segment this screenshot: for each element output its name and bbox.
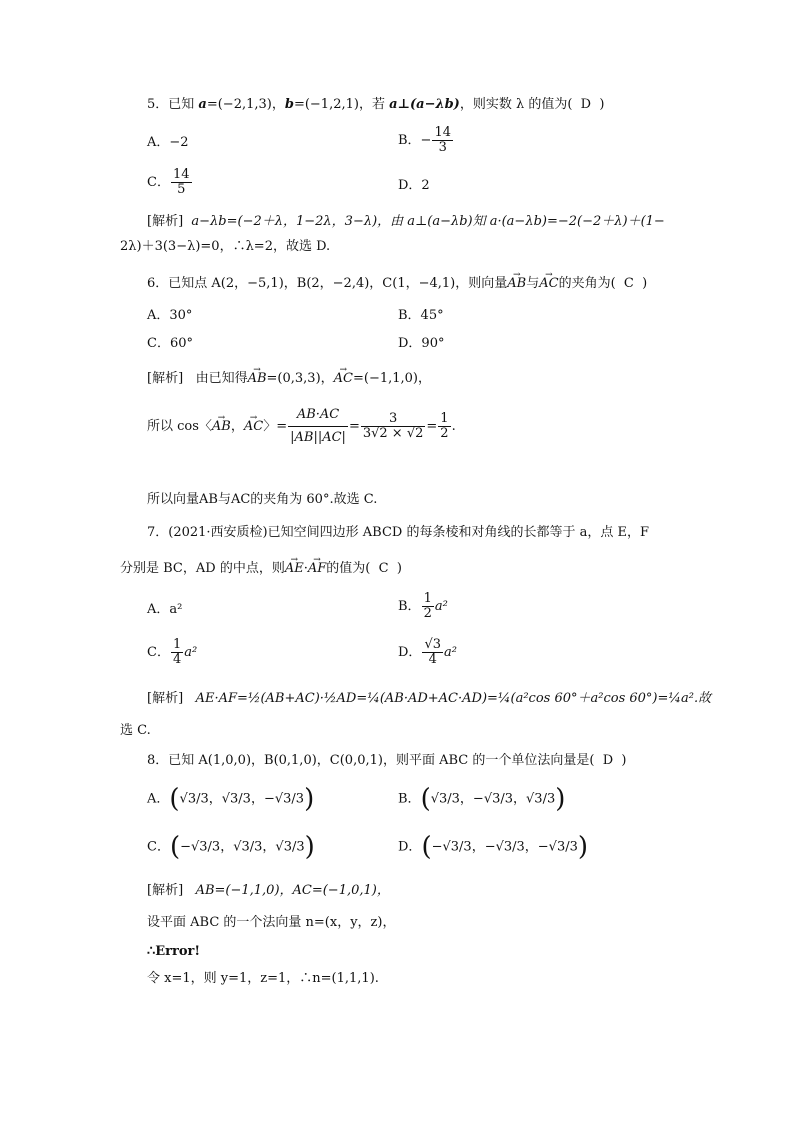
q5-option-a: A．−2 [147,135,189,150]
q7-solution-line2: 选 C. [120,723,151,738]
q8-option-b: B．(√3/3，−√3/3，√3/3) [398,784,566,814]
q7-stem-line2: 分别是 BC，AD 的中点，则→ AE·→ AF的值为( C ) [120,560,402,578]
q6-solution-line1: [解析] 由已知得→ AB=(0,3,3)，→ AC=(−1,1,0)， [147,370,431,388]
q6-option-b: B．45° [398,308,444,323]
q5-answer: D [580,97,592,112]
q5-solution-line2: 2λ)＋3(3−λ)=0，∴λ=2，故选 D. [120,239,331,254]
q7-option-d: D． $\frac{√3}{4}$ a² [398,637,457,667]
q6-solution-line3: 所以向量AB与AC的夹角为 60°.故选 C. [147,492,378,507]
q5-option-b: B．− $\frac{14}{3}$ [398,125,451,155]
q6-stem: 6．已知点 A(2，−5,1)，B(2，−2,4)，C(1，−4,1)，则向量→ AB与→ AC的夹角为( C ) [147,275,647,293]
q5-solution-line1: [解析] a−λb=(−2＋λ，1−2λ，3−λ)，由 a⊥(a−λb)知 a·(a−λb)=−2(−2＋λ)＋(1− [147,214,665,229]
q5-option-d: D．2 [398,178,430,193]
q6-option-a: A．30° [147,308,193,323]
q8-option-d: D．(−√3/3，−√3/3，−√3/3) [398,832,589,862]
q7-answer: C [378,561,389,576]
q6-answer: C [623,276,634,291]
q6-solution-line2: 所以 cos〈→ AB，→ AC〉= $\frac{AB\cdot AC}{|AB||AC|}$ = $\frac{3}{3√2 \times √2}$ = $\frac{1}{2}$ . [147,408,456,445]
q5-stem: 5．已知 a=(−2,1,3)，b=(−1,2,1)，若 a⊥(a−λb)，则实数 λ 的值为( D ) [147,97,605,112]
q7-stem-line1: 7．(2021·西安质检)已知空间四边形 ABCD 的每条棱和对角线的长都等于 a，点 E，F [147,525,649,540]
q6-frac-cos: $\frac{AB\cdot AC}{|AB||AC|}$ [290,407,346,445]
q8-stem: 8．已知 A(1,0,0)，B(0,1,0)，C(0,0,1)，则平面 ABC 的一个单位法向量是( D ) [147,753,627,768]
q7-option-b: B． $\frac{1}{2}$ a² [398,591,448,621]
q8-solution-line4: 令 x=1，则 y=1，z=1，∴n=(1,1,1). [147,971,379,986]
q8-solution-line1: [解析] AB=(−1,1,0)，AC=(−1,0,1)， [147,883,390,898]
q8-solution-line2: 设平面 ABC 的一个法向量 n=(x，y，z)， [147,915,396,930]
q6-frac-result: $\frac{1}{2}$ [440,411,449,441]
q8-answer: D [602,753,614,768]
q8-option-a: A．(√3/3，√3/3，−√3/3) [147,784,315,814]
q7-option-c: C． $\frac{1}{4}$ a² [147,637,198,667]
q5-option-c: C． $\frac{14}{5}$ [147,167,190,197]
q8-option-c: C．(−√3/3，√3/3，√3/3) [147,832,315,862]
q6-frac-value: $\frac{3}{3√2 \times √2}$ [362,411,424,441]
q8-solution-line3: ∴Error! [147,944,201,959]
q7-option-a: A．a² [147,602,183,617]
q6-option-c: C．60° [147,336,193,351]
q6-option-d: D．90° [398,336,445,351]
q7-solution-line1: [解析] AE·AF=½(AB+AC)·½AD=¼(AB·AD+AC·AD)=¼(a²cos 60°＋a²cos 60°)=¼a².故 [147,691,712,706]
